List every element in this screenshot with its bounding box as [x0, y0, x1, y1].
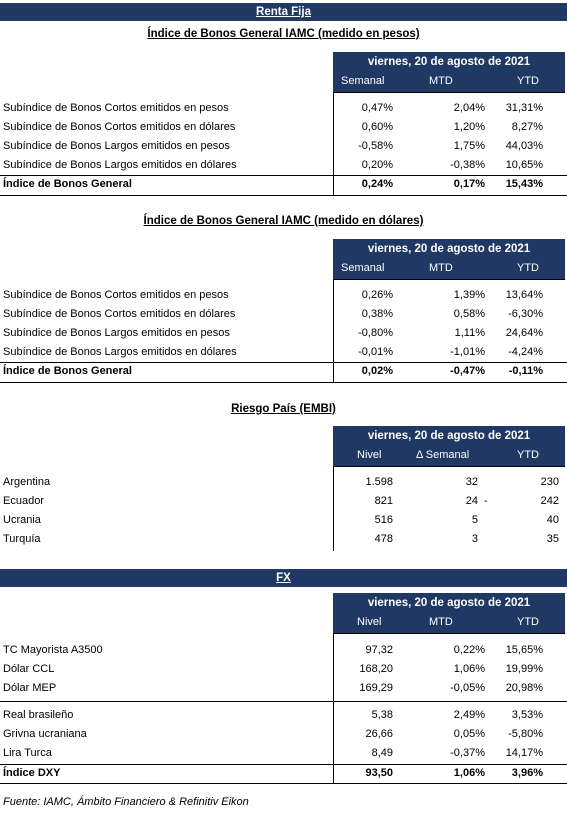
cell-ytd: 3,96%: [511, 767, 543, 779]
cell-ytd: 15,43%: [505, 178, 543, 190]
cell-ytd: 19,99%: [505, 663, 543, 675]
row-label: Subíndice de Bonos Cortos emitidos en pesos: [3, 289, 229, 301]
cell-mtd: -0,37%: [450, 747, 485, 759]
cell-delta-semanal: 24: [465, 495, 478, 507]
header-divider: [333, 279, 565, 280]
row-label: Ucrania: [3, 514, 41, 526]
cell-mtd: -0,47%: [450, 365, 485, 377]
cell-ytd: 242: [540, 495, 559, 507]
date-label: viernes, 20 de agosto de 2021: [367, 430, 531, 442]
cell-nivel: 26,66: [365, 728, 393, 740]
table-row: [0, 706, 567, 725]
cell-mtd: 1,11%: [454, 327, 485, 339]
table-bottom-border: [0, 382, 567, 383]
date-label: viernes, 20 de agosto de 2021: [367, 243, 531, 255]
cell-mtd: 1,20%: [453, 121, 485, 133]
cell-mtd: 0,58%: [453, 308, 485, 320]
date-header-pesos: [333, 52, 565, 92]
column-header-mtd: MTD: [429, 616, 453, 628]
cell-ytd: 13,64%: [505, 289, 543, 301]
section-title-embi: [0, 403, 567, 415]
group-divider: [0, 701, 567, 702]
cell-ytd: 3,53%: [511, 709, 543, 721]
cell-mtd: 0,17%: [453, 178, 485, 190]
table-row: [0, 99, 567, 118]
cell-delta-suffix: -: [484, 495, 488, 507]
cell-nivel: 516: [374, 514, 393, 526]
row-label: Subíndice de Bonos Cortos emitidos en dólares: [3, 121, 236, 133]
cell-nivel: 168,20: [359, 663, 393, 675]
cell-semanal: 0,02%: [361, 365, 393, 377]
cell-ytd: 35: [546, 533, 559, 545]
row-label: Subíndice de Bonos Largos emitidos en pesos: [3, 140, 230, 152]
cell-mtd: -0,38%: [450, 159, 485, 171]
cell-mtd: 0,22%: [453, 644, 485, 656]
header-divider: [333, 633, 565, 634]
cell-ytd: 40: [546, 514, 559, 526]
cell-semanal: -0,58%: [358, 140, 393, 152]
date-header-dolares: [333, 239, 565, 279]
cell-semanal: -0,01%: [358, 346, 393, 358]
column-header-nivel: Nivel: [357, 449, 382, 461]
date-label: viernes, 20 de agosto de 2021: [367, 56, 531, 68]
cell-delta-semanal: 32: [465, 476, 478, 488]
section-title-pesos: Índice de Bonos General IAMC (medido en pesos): [147, 28, 420, 40]
cell-mtd: 1,06%: [453, 767, 485, 779]
table-row: [0, 530, 567, 549]
column-header-semanal: Semanal: [341, 262, 385, 274]
section-title-text: Riesgo País (EMBI): [231, 403, 336, 415]
table-row: [0, 343, 567, 362]
table-row: [0, 137, 567, 156]
cell-mtd: 2,49%: [453, 709, 485, 721]
row-label: Grivna ucraniana: [3, 728, 87, 740]
cell-ytd: 15,65%: [505, 644, 543, 656]
date-header-embi: [333, 426, 565, 466]
table-row: [0, 305, 567, 324]
cell-ytd: -6,30%: [508, 308, 543, 320]
section-title-dolares: Índice de Bonos General IAMC (medido en dólares): [143, 215, 424, 227]
cell-ytd: -5,80%: [508, 728, 543, 740]
cell-ytd: 44,03%: [505, 140, 543, 152]
table-row: [0, 324, 567, 343]
cell-ytd: 10,65%: [505, 159, 543, 171]
cell-mtd: 1,39%: [453, 289, 485, 301]
table-row-total: [0, 362, 567, 381]
source-note: Fuente: IAMC, Ámbito Financiero & Refinitiv Eikon: [3, 796, 249, 808]
cell-semanal: 0,38%: [361, 308, 393, 320]
cell-mtd: 0,05%: [453, 728, 485, 740]
header-divider: [333, 466, 565, 467]
cell-nivel: 97,32: [365, 644, 393, 656]
row-label: Subíndice de Bonos Largos emitidos en dólares: [3, 346, 237, 358]
row-label: Turquía: [3, 533, 41, 545]
cell-mtd: 1,75%: [453, 140, 485, 152]
column-header-semanal: Semanal: [341, 75, 385, 87]
row-label: Subíndice de Bonos Cortos emitidos en dólares: [3, 308, 236, 320]
column-header-ytd: YTD: [517, 75, 539, 87]
table-bottom-border: [0, 195, 567, 196]
row-label: Subíndice de Bonos Cortos emitidos en pesos: [3, 102, 229, 114]
table-row: [0, 725, 567, 744]
cell-ytd: 31,31%: [505, 102, 543, 114]
cell-semanal: 0,24%: [361, 178, 393, 190]
row-label: Índice DXY: [3, 767, 61, 779]
cell-delta-semanal: 5: [471, 514, 478, 526]
cell-semanal: -0,80%: [358, 327, 393, 339]
cell-ytd: 14,17%: [505, 747, 543, 759]
cell-mtd: -0,05%: [450, 682, 485, 694]
cell-nivel: 478: [374, 533, 393, 545]
column-header-mtd: MTD: [429, 262, 453, 274]
cell-ytd: 24,64%: [505, 327, 543, 339]
cell-semanal: 0,47%: [361, 102, 393, 114]
section-band-fx: FX: [0, 569, 567, 587]
cell-semanal: 0,20%: [361, 159, 393, 171]
table-row: [0, 156, 567, 175]
cell-nivel: 821: [374, 495, 393, 507]
table-row: [0, 511, 567, 530]
table-row: [0, 118, 567, 137]
cell-ytd: -0,11%: [508, 365, 543, 377]
row-label: Argentina: [3, 476, 51, 488]
row-label: Dólar MEP: [3, 682, 57, 694]
row-label: Real brasileño: [3, 709, 74, 721]
table-row: [0, 473, 567, 492]
column-header-ytd: YTD: [517, 616, 539, 628]
cell-nivel: 8,49: [371, 747, 393, 759]
column-header-nivel: Nivel: [357, 616, 382, 628]
column-header-delta-semanal: Δ Semanal: [416, 449, 470, 461]
cell-ytd: 8,27%: [511, 121, 543, 133]
row-label: TC Mayorista A3500: [3, 644, 103, 656]
cell-mtd: -1,01%: [450, 346, 485, 358]
row-label: Índice de Bonos General: [3, 178, 132, 190]
date-header-fx: [333, 593, 565, 633]
cell-mtd: 2,04%: [453, 102, 485, 114]
table-row: [0, 492, 567, 511]
cell-delta-semanal: 3: [471, 533, 478, 545]
column-header-ytd: YTD: [517, 262, 539, 274]
row-label: Lira Turca: [3, 747, 52, 759]
cell-nivel: 169,29: [359, 682, 393, 694]
cell-semanal: 0,26%: [361, 289, 393, 301]
table-row: [0, 744, 567, 763]
cell-ytd: 20,98%: [505, 682, 543, 694]
row-label: Índice de Bonos General: [3, 365, 132, 377]
cell-mtd: 1,06%: [453, 663, 485, 675]
cell-ytd: -4,24%: [508, 346, 543, 358]
table-row: [0, 679, 567, 698]
row-label: Subíndice de Bonos Largos emitidos en dólares: [3, 159, 237, 171]
table-row-total: [0, 764, 567, 783]
cell-nivel: 93,50: [365, 767, 393, 779]
header-divider: [333, 92, 565, 93]
column-header-ytd: YTD: [517, 449, 539, 461]
cell-nivel: 5,38: [371, 709, 393, 721]
table-row: [0, 660, 567, 679]
cell-ytd: 230: [540, 476, 559, 488]
row-label: Dólar CCL: [3, 663, 55, 675]
table-bottom-border: [0, 783, 567, 784]
date-label: viernes, 20 de agosto de 2021: [367, 597, 531, 609]
table-row-total: [0, 175, 567, 194]
row-label: Ecuador: [3, 495, 44, 507]
table-row: [0, 286, 567, 305]
column-header-mtd: MTD: [429, 75, 453, 87]
section-band-renta-fija: Renta Fija: [0, 3, 567, 21]
table-row: [0, 641, 567, 660]
cell-nivel: 1.598: [365, 476, 393, 488]
row-label: Subíndice de Bonos Largos emitidos en pesos: [3, 327, 230, 339]
cell-semanal: 0,60%: [361, 121, 393, 133]
